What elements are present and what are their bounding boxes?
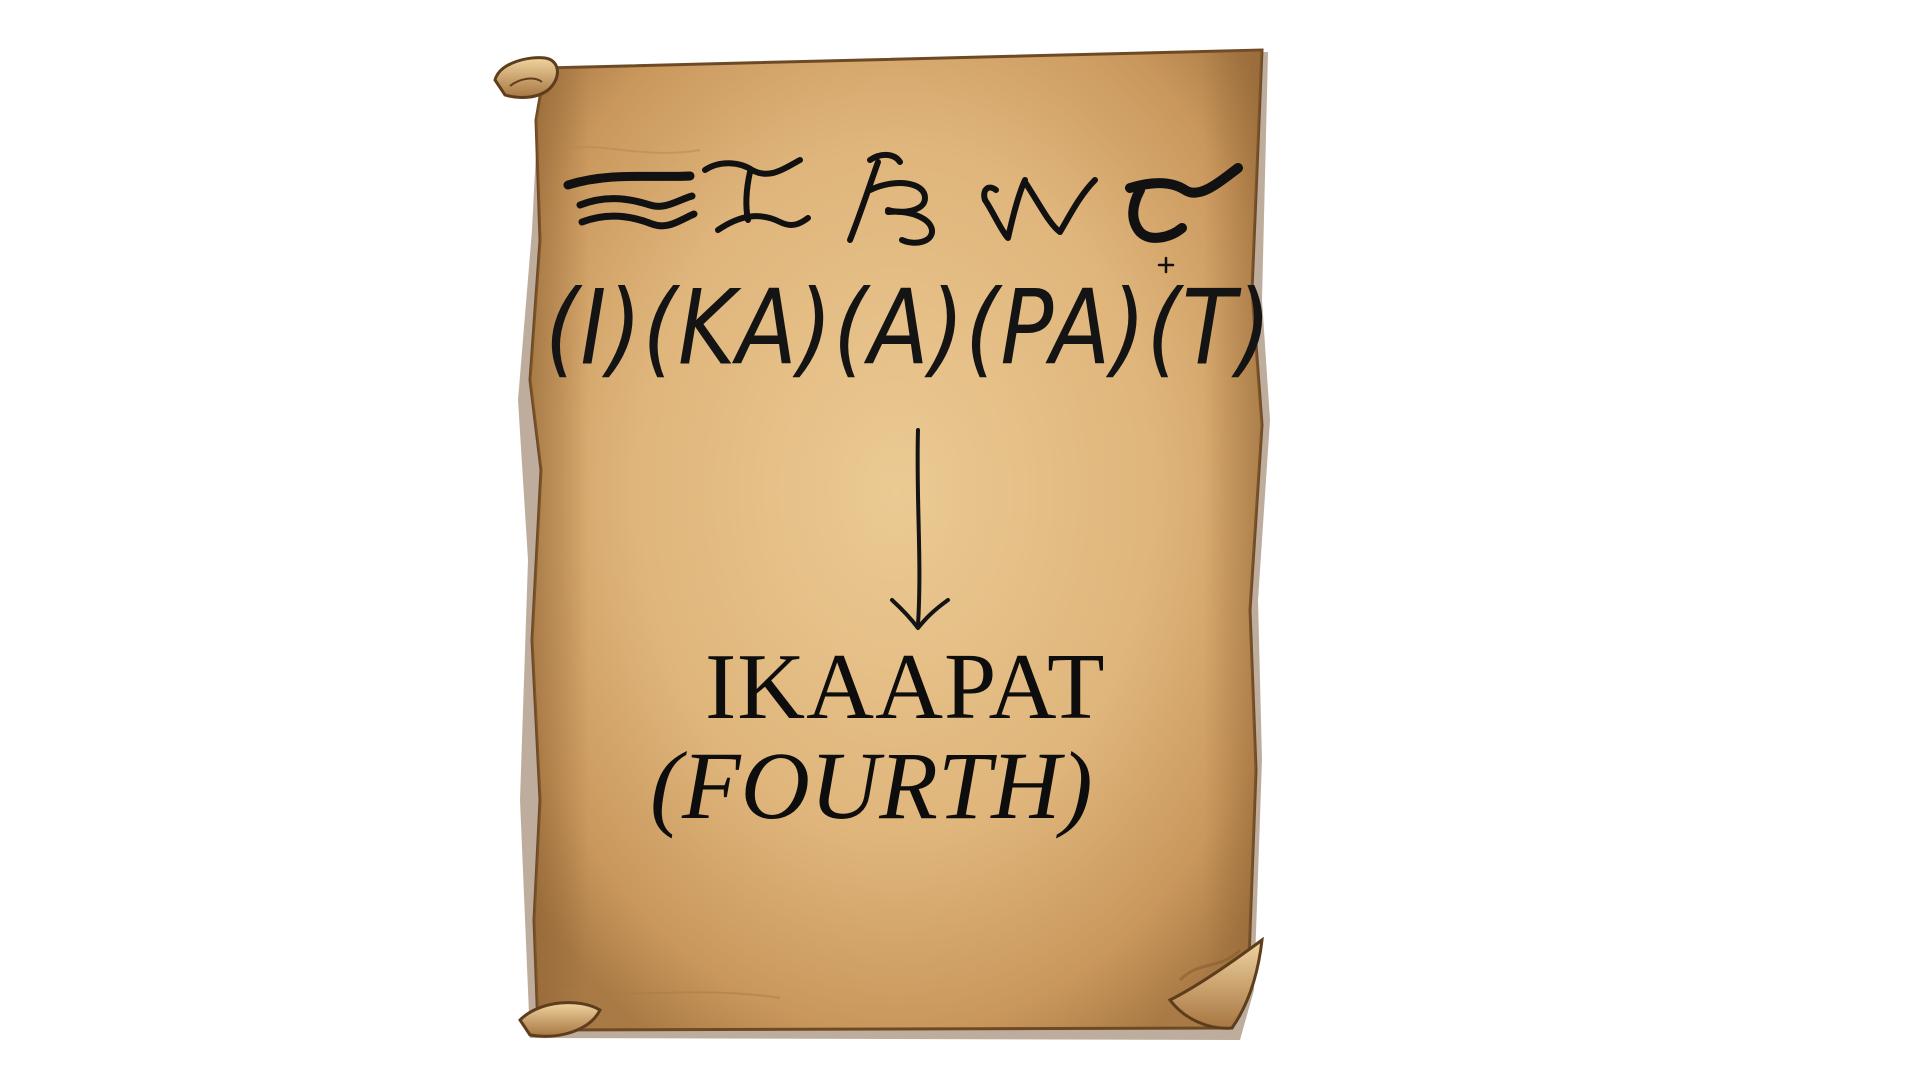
translation-block: [650, 635, 1170, 839]
syllable-i: (I): [545, 266, 643, 388]
transliteration-row: [545, 250, 1273, 403]
syllable-t: (T): [1146, 266, 1273, 388]
syllable-a: (A): [833, 266, 966, 388]
syllable-pa: (PA): [965, 266, 1147, 388]
syllable-ka: (KA): [642, 266, 834, 388]
scroll-curl-top-left: [495, 58, 557, 98]
english-meaning: (FOURTH): [650, 732, 1093, 839]
tagalog-word: IKAAPAT: [705, 635, 1106, 739]
